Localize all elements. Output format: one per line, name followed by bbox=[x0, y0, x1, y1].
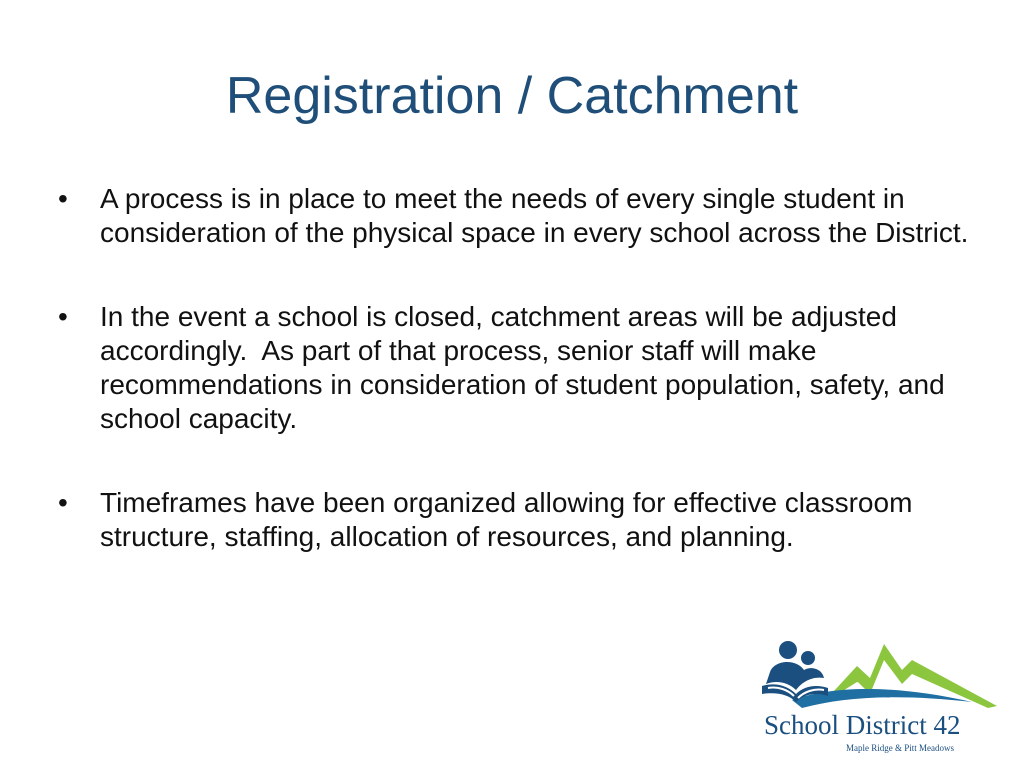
bullet-marker: • bbox=[58, 487, 68, 518]
logo-subtitle: Maple Ridge & Pitt Meadows bbox=[846, 743, 954, 753]
bullet-text: In the event a school is closed, catchment areas will be adjusted accordingly. As part of that process, senior staff will make recommendations in consideration of student population, safety, and school capacity. bbox=[100, 301, 953, 434]
slide-title: Registration / Catchment bbox=[225, 67, 799, 125]
bullet-list bbox=[58, 182, 978, 604]
bullet-marker: • bbox=[58, 183, 68, 214]
bullet-item bbox=[58, 182, 978, 250]
bullet-text: Timeframes have been organized allowing for effective classroom structure, staffing, allocation of resources, and planning. bbox=[100, 487, 921, 552]
figure-head-large bbox=[779, 641, 797, 659]
bullet-item bbox=[58, 300, 978, 436]
bullet-marker: • bbox=[58, 301, 68, 332]
figure-head-small bbox=[801, 651, 815, 665]
bullet-item bbox=[58, 486, 978, 554]
logo-name: School District 42 bbox=[764, 710, 961, 740]
school-district-logo bbox=[752, 636, 1002, 760]
bullet-text: A process is in place to meet the needs of every single student in consideration of the physical space in every school across the District. bbox=[100, 183, 969, 248]
